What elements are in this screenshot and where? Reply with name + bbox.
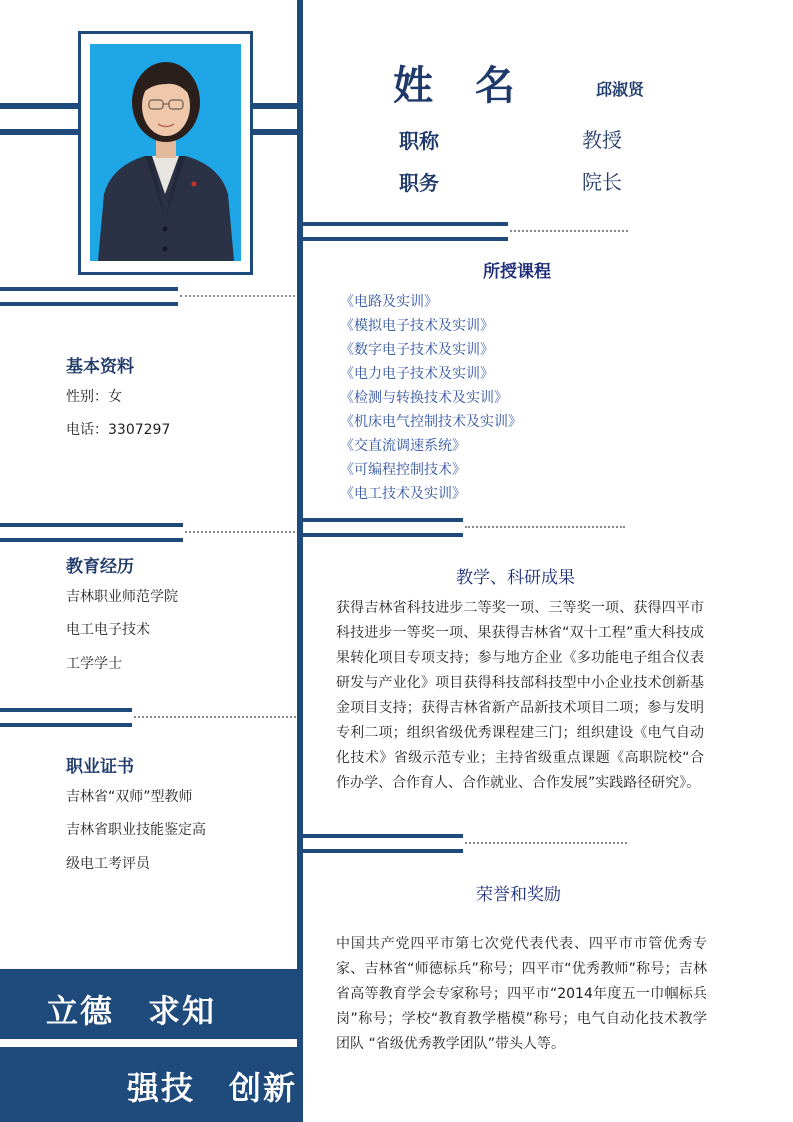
basic-info-heading: 基本资料: [66, 357, 134, 377]
section-divider: [0, 287, 178, 291]
dotted-divider: [465, 526, 625, 528]
slogan-line-1: 立德 求知: [46, 992, 217, 1030]
phone-text: 电话：3307297: [66, 422, 171, 438]
position-label: 职务: [399, 171, 439, 195]
portrait-photo: [90, 44, 241, 261]
title-value: 教授: [582, 128, 622, 152]
course-item: 《电力电子技术及实训》: [340, 366, 494, 382]
section-divider: [0, 708, 132, 712]
decor-bar: [253, 129, 300, 135]
section-divider: [303, 834, 463, 838]
certificate-item: 级电工考评员: [66, 856, 150, 872]
education-item: 吉林职业师范学院: [66, 589, 178, 605]
name-title: 姓 名: [393, 63, 529, 109]
section-divider: [0, 523, 183, 527]
dotted-divider: [180, 295, 295, 297]
dotted-divider: [185, 531, 295, 533]
section-divider: [303, 849, 463, 853]
dotted-divider: [134, 716, 296, 718]
decor-bar: [0, 129, 78, 135]
section-divider: [303, 237, 508, 241]
section-divider: [303, 533, 463, 537]
certificate-item: 吉林省“双师”型教师: [66, 789, 193, 805]
section-divider: [0, 538, 183, 542]
section-divider: [0, 302, 178, 306]
education-item: 工学学士: [66, 656, 122, 672]
slogan-line-2: 强技 创新: [127, 1069, 298, 1107]
course-item: 《数字电子技术及实训》: [340, 342, 494, 358]
education-item: 电工电子技术: [66, 622, 150, 638]
title-label: 职称: [399, 129, 439, 153]
achievements-text: 获得吉林省科技进步二等奖一项、三等奖一项、获得四平市科技进步一等奖一项、果获得吉林省“双十工程”重大科技成果转化项目专项支持；参与地方企业《多功能电子组合仪表研发与产业化》项目获得科技部科技型中小企业技术创新基金项目支持；获得吉林省新产品新技术项目二项；参与发明专利二项；组织省级优秀课程建三门；组织建设《电气自动化技术》省级示范专业；主持省级重点课题《高职院校“合作办学、合作育人、合作就业、合作发展”实践路径研究》。: [336, 600, 704, 791]
course-item: 《可编程控制技术》: [340, 462, 466, 478]
gender-text: 性别：女: [66, 389, 122, 405]
certificate-item: 吉林省职业技能鉴定高: [66, 822, 206, 838]
course-item: 《交直流调速系统》: [340, 438, 466, 454]
dotted-divider: [510, 230, 628, 232]
decor-bar: [253, 103, 300, 109]
section-divider: [303, 518, 463, 522]
course-item: 《电路及实训》: [340, 294, 438, 310]
honors-heading: 荣誉和奖励: [476, 885, 561, 905]
vertical-divider: [297, 0, 303, 1122]
dotted-divider: [465, 842, 627, 844]
honors-text: 中国共产党四平市第七次党代表代表、四平市市管优秀专家、吉林省“师德标兵”称号；四平市“优秀教师”称号；吉林省高等教育学会专家称号；四平市“2014年度五一巾帼标兵岗”称号；学校“教育教学楷模”称号；电气自动化技术教学团队 “省级优秀教学团队”带头人等。: [336, 936, 707, 1052]
education-heading: 教育经历: [66, 557, 134, 577]
section-divider: [303, 222, 508, 226]
decor-bar: [0, 103, 78, 109]
course-item: 《电工技术及实训》: [340, 486, 466, 502]
certificates-heading: 职业证书: [66, 757, 134, 777]
achievements-heading: 教学、科研成果: [456, 568, 575, 588]
courses-heading: 所授课程: [483, 262, 551, 282]
course-item: 《机床电气控制技术及实训》: [340, 414, 522, 430]
course-item: 《检测与转换技术及实训》: [340, 390, 508, 406]
person-name: 邱淑贤: [596, 80, 645, 99]
position-value: 院长: [582, 170, 622, 194]
section-divider: [0, 723, 132, 727]
courses-list: [340, 290, 522, 506]
course-item: 《模拟电子技术及实训》: [340, 318, 494, 334]
